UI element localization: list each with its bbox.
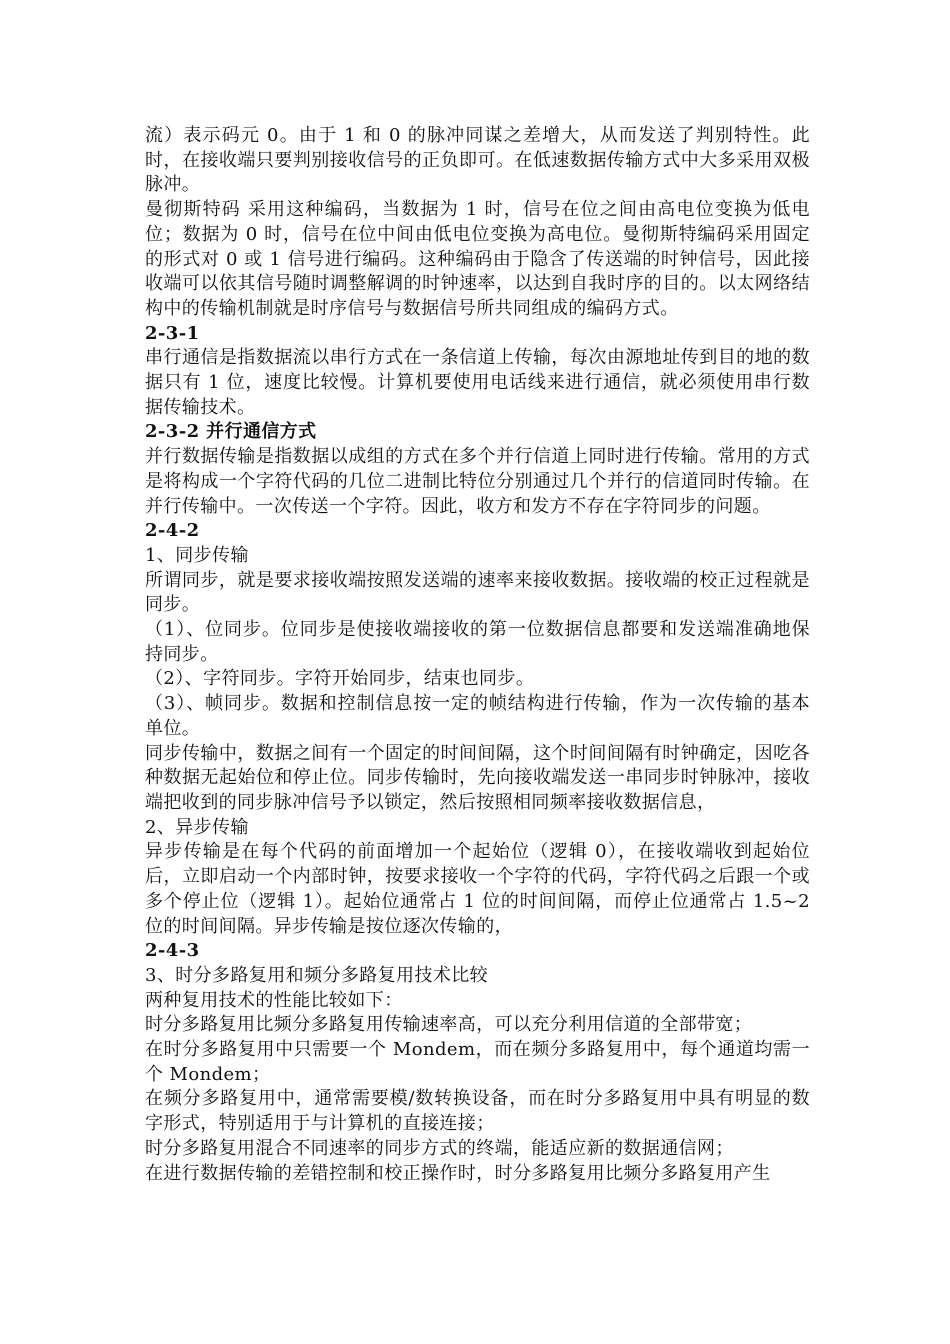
section-heading-2-3-1: 2-3-1 <box>145 322 200 344</box>
list-item-multiplexing-comparison: 3、时分多路复用和频分多路复用技术比较 <box>145 964 489 986</box>
list-item-bit-sync: （1）、位同步。位同步是使接收端接收的第一位数据信息都要和发送端准确地保持同步。 <box>145 619 810 665</box>
paragraph-manchester-code: 曼彻斯特码 采用这种编码，当数据为 1 时，信号在位之间由高电位变换为低电位；数据为 0 时，信号在位中间由低电位变换为高电位。曼彻斯特编码采用固定的形式对 0 或 1 信号进行编码。这种编码由于隐含了传送端的时钟信号，因此接收端可以依其信号随时调整解调的时钟速率，以达到自我时序的目的。以太网络结构中的传输机制就是时序信号与数据信号所共同组成的编码方式。 <box>145 199 810 319</box>
paragraph-comparison-intro: 两种复用技术的性能比较如下： <box>145 989 403 1011</box>
section-heading-2-4-3: 2-4-3 <box>145 940 200 962</box>
paragraph-serial-communication: 串行通信是指数据流以串行方式在一条信道上传输，每次由源地址传到目的地的数据只有 1 位，速度比较慢。计算机要使用电话线来进行通信，就必须使用串行数据传输技术。 <box>145 347 810 418</box>
paragraph-comparison-point-3: 在频分多路复用中，通常需要模/数转换设备，而在时分多路复用中具有明显的数字形式，特别适用于与计算机的直接连接； <box>145 1088 810 1135</box>
section-heading-2-4-2: 2-4-2 <box>145 520 200 542</box>
paragraph-parallel-communication: 并行数据传输是指数据以成组的方式在多个并行信道上同时进行传输。常用的方式是将构成一个字符代码的几位二进制比特位分别通过几个并行的信道同时传输。在并行传输中。一次传送一个字符。因此，收方和发方不存在字符同步的问题。 <box>145 446 810 517</box>
paragraph-sync-transmission-detail: 同步传输中，数据之间有一个固定的时间间隔，这个时间间隔有时钟确定，因吃各种数据无起始位和停止位。同步传输时，先向接收端发送一串同步时钟脉冲，接收端把收到的同步脉冲信号予以锁定，然后按照相同频率接收数据信息， <box>145 742 810 813</box>
section-heading-2-3-2: 2-3-2 并行通信方式 <box>145 421 317 443</box>
list-item-sync-transmission: 1、同步传输 <box>145 544 249 566</box>
document-body <box>145 124 810 1186</box>
paragraph-comparison-point-4: 时分多路复用混合不同速率的同步方式的终端，能适应新的数据通信网； <box>145 1137 734 1159</box>
paragraph-bipolar-pulse: 流）表示码元 0。由于 1 和 0 的脉冲同谋之差增大，从而发送了判别特性。此时，在接收端只要判别接收信号的正负即可。在低速数据传输方式中大多采用双极脉冲。 <box>145 125 810 196</box>
list-item-frame-sync: （3）、帧同步。数据和控制信息按一定的帧结构进行传输，作为一次传输的基本单位。 <box>145 693 810 739</box>
paragraph-comparison-point-2: 在时分多路复用中只需要一个 Mondem，而在频分多路复用中，每个通道均需一个 Mondem； <box>145 1039 810 1085</box>
paragraph-comparison-point-5: 在进行数据传输的差错控制和校正操作时，时分多路复用比频分多路复用产生 <box>145 1162 771 1184</box>
list-item-char-sync: （2）、字符同步。字符开始同步，结束也同步。 <box>145 668 535 690</box>
paragraph-async-detail: 异步传输是在每个代码的前面增加一个起始位（逻辑 0），在接收端收到起始位后，立即启动一个内部时钟，按要求接收一个字符的代码，字符代码之后跟一个或多个停止位（逻辑 1）。起始位通常占 1 位的时间间隔，而停止位通常占 1.5~2 位的时间间隔。异步传输是按位逐次传输的， <box>145 841 810 937</box>
paragraph-sync-definition: 所谓同步，就是要求接收端按照发送端的速率来接收数据。接收端的校正过程就是同步。 <box>145 569 810 616</box>
paragraph-comparison-point-1: 时分多路复用比频分多路复用传输速率高，可以充分利用信道的全部带宽； <box>145 1014 753 1036</box>
list-item-async-transmission: 2、异步传输 <box>145 816 249 838</box>
